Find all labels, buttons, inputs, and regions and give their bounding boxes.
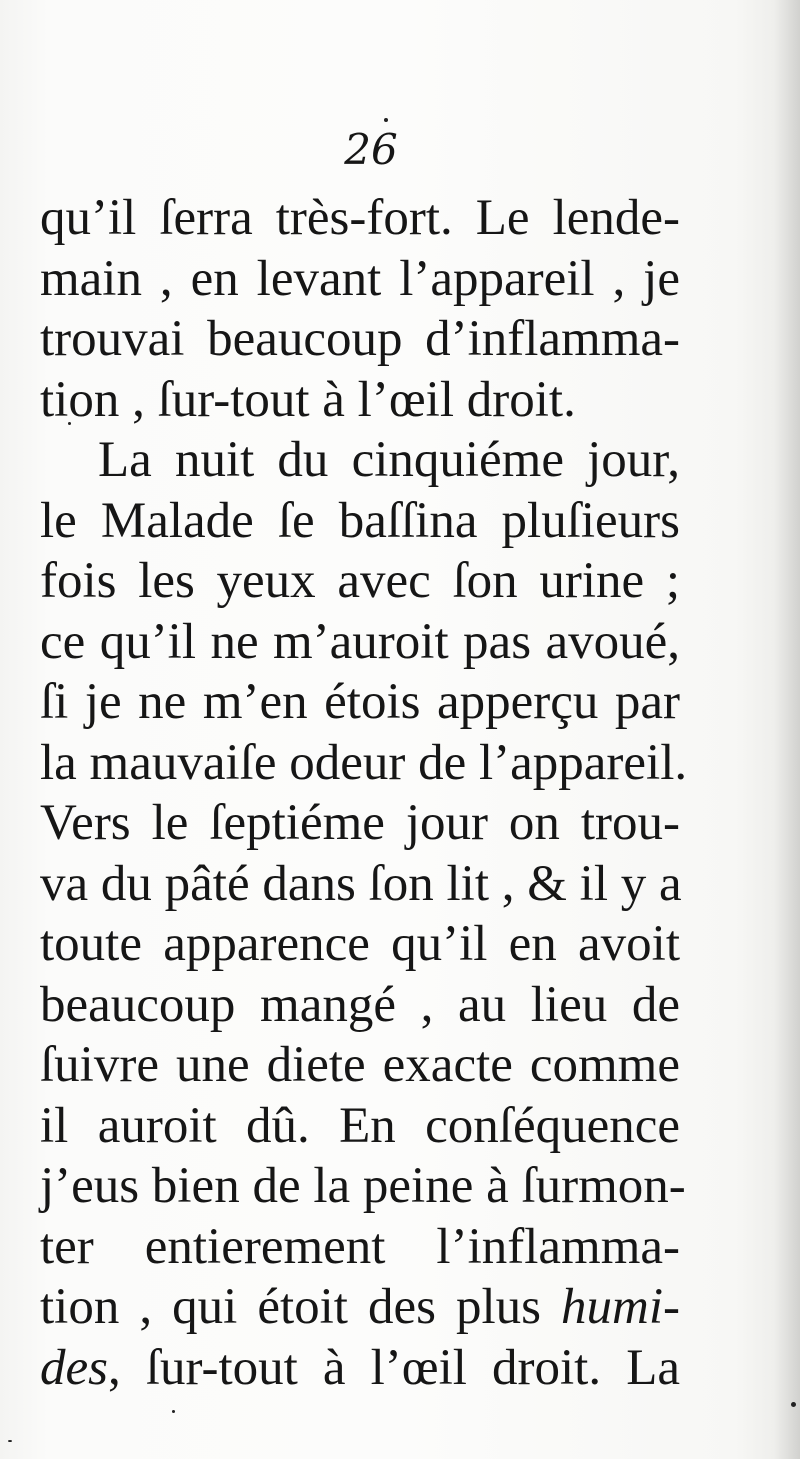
text-line: fois les yeux avec ſon urine ; (40, 553, 680, 609)
text-line: il auroit dû. En conſéquence (40, 1097, 680, 1154)
text-line: ſuivre une diete exacte comme (40, 1037, 680, 1093)
text-line: main , en levant l’appareil , je (40, 250, 680, 307)
text-line: La nuit du cinquiéme jour, (98, 432, 680, 488)
text-line: toute apparence qu’il en avoit (40, 916, 680, 972)
text-line: beaucoup mangé , au lieu de (40, 976, 680, 1033)
text-line: va du pâté dans ſon lit , & il y a (40, 855, 682, 912)
text-line: Vers le ſeptiéme jour on trou- (40, 795, 680, 851)
text-line: trouvai beaucoup d’inflamma- (40, 311, 680, 367)
text-line: qu’il ſerra très-fort. Le lende- (40, 190, 680, 246)
text-line: ce qu’il ne m’auroit pas avoué, (40, 613, 680, 670)
text-line (40, 1338, 680, 1399)
text-fragment: , ſur-tout à l’œil droit. La (107, 1339, 680, 1396)
text-line: tion , ſur-tout à l’œil droit. (40, 371, 576, 428)
text-line: le Malade ſe baſſina pluſieurs (40, 492, 680, 549)
text-line: ſi je ne m’en étois apperçu par (40, 674, 680, 730)
body-text (40, 188, 688, 1398)
text-line: j’eus bien de la peine à ſurmon- (40, 1158, 686, 1214)
text-line: ter entierement l’inflamma- (40, 1218, 680, 1275)
page-number: 26 (344, 125, 398, 174)
text-line (40, 1277, 680, 1338)
italic-word: des (40, 1339, 108, 1396)
text-line: la mauvaiſe odeur de l’appareil. (40, 734, 688, 791)
italic-word: humi- (561, 1279, 680, 1335)
ink-speck (791, 1402, 796, 1407)
text-fragment: tion , qui étoit des plus (40, 1279, 562, 1335)
ink-speck (172, 1410, 175, 1413)
ink-speck (8, 1440, 12, 1442)
page-edge-shadow (774, 0, 800, 1459)
ink-speck (384, 118, 388, 122)
